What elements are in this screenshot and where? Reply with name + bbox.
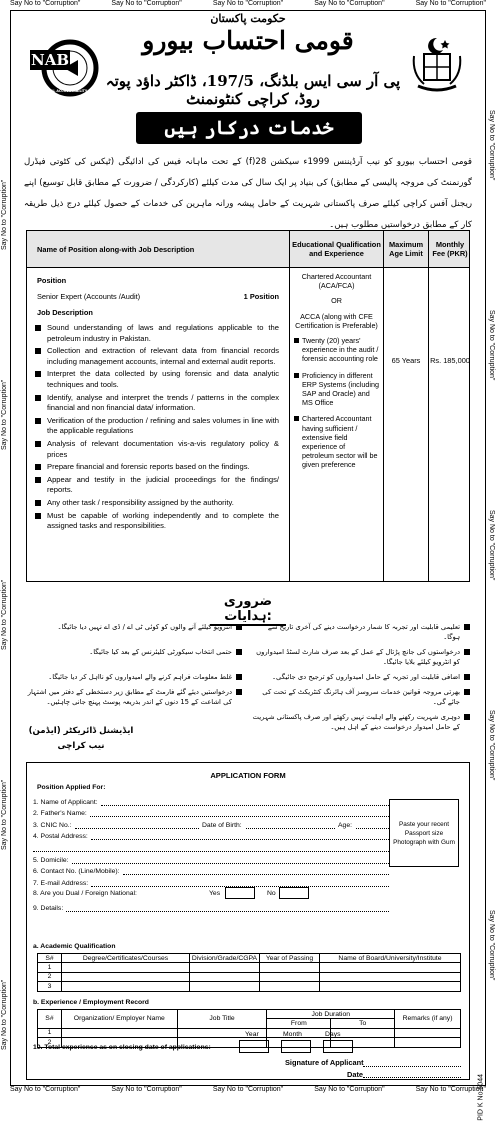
qualification-item: Proficiency in different ERP Systems (including SAP and Oracle) and MS Office: [294, 371, 379, 408]
table-cell[interactable]: [320, 982, 461, 991]
field-row: [33, 864, 389, 876]
field-label: 1. Name of Applicant:: [33, 798, 98, 806]
field-row: [33, 875, 389, 887]
bureau-title: قومی احتساب بیورو: [142, 26, 354, 55]
field-label: 4. Postal Address:: [33, 833, 88, 841]
table-row: [38, 972, 461, 981]
duty-item: Appear and testify in the judicial proceedings for the findings/ reports.: [35, 475, 279, 496]
duty-item: Identify, analyse and interpret the trends / patterns in the complex financial and non financial data/ information.: [35, 393, 279, 414]
table-body: [27, 268, 469, 581]
qualification-text: ACCA (along with CFE Certification is Preferable): [295, 311, 378, 330]
field-label: 2. Father's Name:: [33, 810, 87, 818]
border-right-slogans: [486, 10, 496, 1086]
father-name-field[interactable]: [90, 809, 389, 817]
slogan-text: Say No to "Corruption": [415, 0, 486, 7]
column-header: Division/Grade/CGPA: [190, 954, 260, 963]
duty-item: Analysis of relevant documentation vis-a-vis regulatory policy & prices: [35, 439, 279, 460]
no-label: No: [267, 889, 276, 897]
duty-item: Verification of the production / refining and sales volumes in line with the applicable regulations: [35, 416, 279, 437]
table-cell[interactable]: [62, 982, 190, 991]
month-input[interactable]: [281, 1040, 311, 1053]
age-label: Age:: [335, 822, 355, 829]
field-row: [33, 817, 389, 829]
border-top-slogans: [10, 0, 486, 10]
photo-box[interactable]: Paste your recent Passport size Photograph with Gum: [389, 799, 459, 867]
postal-address-field-continued[interactable]: [33, 844, 389, 852]
column-header: Job Duration: [267, 1010, 395, 1019]
qualification-cell: [294, 272, 379, 477]
slogan-text: Say No to "Corruption": [488, 110, 495, 181]
slogan-text: Say No to "Corruption": [415, 1086, 486, 1093]
slogan-text: Say No to "Corruption": [1, 979, 8, 1050]
slogan-text: Say No to "Corruption": [488, 310, 495, 381]
slogan-text: Say No to "Corruption": [10, 1086, 81, 1093]
instruction-item: تعلیمی قابلیت اور تجربہ کا شمار درخواست دینے کی آخری تاریخ سے ہوگا۔: [252, 622, 470, 642]
column-header: Degree/Certificates/Courses: [62, 954, 190, 963]
days-input[interactable]: [323, 1040, 353, 1053]
field-label: 7. E-mail Address:: [33, 879, 89, 887]
job-table: [26, 230, 470, 582]
instruction-item: بھرتی مروجہ قوانین خدمات سروسز آف ہائرنگ کنٹریکٹ کے تحت کی جائے گی۔: [252, 687, 470, 707]
table-cell[interactable]: [190, 963, 260, 972]
slogan-text: Say No to "Corruption": [314, 0, 385, 7]
table-cell[interactable]: [260, 972, 320, 981]
table-row: [38, 1010, 461, 1019]
qualification-item: Twenty (20) years' experience in the audit / forensic accounting role: [294, 336, 379, 364]
date-field[interactable]: [363, 1077, 461, 1078]
table-cell[interactable]: [190, 982, 260, 991]
table-row: [38, 954, 461, 963]
slogan-text: Say No to "Corruption": [314, 1086, 385, 1093]
table-row: [38, 963, 461, 972]
slogan-text: Say No to "Corruption": [10, 0, 81, 7]
application-form: [26, 762, 470, 1080]
academic-table: [37, 953, 461, 992]
slogan-text: Say No to "Corruption": [488, 910, 495, 981]
row-number: 2: [38, 972, 62, 981]
nationality-row: [33, 887, 389, 901]
table-cell[interactable]: [320, 963, 461, 972]
pid-number: PID K No.5044: [478, 1074, 485, 1121]
nab-logo-ring-text: NATIONAL ACCOUNTABILITY BUREAU: [37, 89, 103, 93]
header-age: Maximum Age Limit: [388, 240, 424, 258]
signatory-office: نیب کراچی: [57, 741, 105, 751]
slogan-text: Say No to "Corruption": [1, 179, 8, 250]
field-label: 6. Contact No. (Line/Mobile):: [33, 868, 120, 876]
slogan-text: Say No to "Corruption": [111, 0, 182, 7]
column-header: Year of Passing: [260, 954, 320, 963]
services-required-banner: خدمات درکار ہیں: [136, 112, 362, 144]
experience-title: b. Experience / Employment Record: [33, 999, 149, 1006]
row-number: 1: [38, 963, 62, 972]
table-cell[interactable]: [395, 1038, 461, 1047]
year-input[interactable]: [239, 1040, 269, 1053]
slogan-text: Say No to "Corruption": [1, 579, 8, 650]
field-row: [33, 829, 389, 841]
header-fee: Monthly Fee (PKR): [432, 240, 468, 258]
personal-fields: [33, 794, 389, 912]
date-label: Date: [347, 1070, 364, 1079]
instruction-item: اضافی قابلیت اور تجربہ کے حامل امیدواروں کو ترجیح دی جائیگی۔: [252, 672, 470, 682]
instruction-item: دوہری شہریت رکھنے والے اہلیت نہیں رکھتے اور صرف پاکستانی شہریت کے حامل امیدوار درخواست دینے کے اہل ہیں۔: [252, 712, 470, 732]
days-label: Days: [325, 1031, 341, 1038]
duty-item: Collection and extraction of relevant data from financial records including management accounts, internal and external audit reports.: [35, 346, 279, 367]
header-qualification: Educational Qualification and Experience: [292, 240, 381, 258]
no-checkbox[interactable]: [279, 887, 309, 899]
column-header: Job Title: [177, 1010, 267, 1029]
field-row: [33, 806, 389, 818]
qualification-text: OR: [331, 296, 342, 306]
field-row: [33, 852, 389, 864]
border-bottom-slogans: [10, 1086, 486, 1096]
postal-address-field[interactable]: [91, 832, 389, 840]
qualification-item: Chartered Accountant having sufficient / extensive field experience of petroleum sector will be given preference: [294, 414, 379, 469]
slogan-text: Say No to "Corruption": [212, 1086, 284, 1093]
column-subheader: From: [267, 1019, 331, 1028]
instruction-item: غلط معلومات فراہم کرنے والے امیدواروں کو نااہل کر دیا جائیگا۔: [24, 672, 242, 682]
slogan-text: Say No to "Corruption": [111, 1086, 182, 1093]
slogan-text: Say No to "Corruption": [488, 510, 495, 581]
duty-item: Must be capable of working independently and to complete the assigned tasks and responsibilities.: [35, 511, 279, 532]
academic-title: a. Academic Qualification: [33, 943, 116, 950]
column-header: Remarks (if any): [395, 1010, 461, 1029]
table-cell[interactable]: [190, 972, 260, 981]
year-label: Year: [245, 1031, 259, 1038]
instruction-item: انٹرویو کیلئے آنے والوں کو کوئی ٹی اے / ڈی اے نہیں دیا جائیگا۔: [24, 622, 242, 642]
slogan-text: Say No to "Corruption": [1, 779, 8, 850]
table-cell[interactable]: [61, 1028, 177, 1037]
month-label: Month: [283, 1031, 302, 1038]
column-header: Organization/ Employer Name: [61, 1010, 177, 1029]
column-subheader: To: [331, 1019, 395, 1028]
header-position: Name of Position along-with Job Description: [37, 244, 195, 254]
table-header: [27, 231, 469, 268]
table-cell[interactable]: [62, 963, 190, 972]
field-label: 9. Details:: [33, 905, 64, 913]
name-field[interactable]: [101, 798, 389, 806]
form-title: APPLICATION FORM: [210, 771, 286, 780]
job-description-label: Job Description: [37, 308, 93, 317]
nab-logo-text: NAB: [30, 51, 70, 69]
table-cell[interactable]: [395, 1028, 461, 1037]
age-limit: 65 Years: [391, 356, 421, 365]
slogan-text: Say No to "Corruption": [212, 0, 284, 7]
instruction-item: درخواستوں کی جانچ پڑتال کے عمل کے بعد صرف شارٹ لسٹڈ امیدواروں کو انٹرویو کیلئے بلایا جائیگا۔: [252, 647, 470, 667]
table-cell[interactable]: [320, 972, 461, 981]
column-header: S#: [38, 954, 62, 963]
monthly-fee: Rs. 185,000: [430, 356, 470, 365]
position-applied-for-label: Position Applied For:: [37, 784, 106, 791]
domicile-field[interactable]: [72, 856, 389, 864]
header: [14, 12, 482, 122]
slogan-text: Say No to "Corruption": [488, 710, 495, 781]
row-number: 1: [38, 1028, 62, 1037]
field-label: 3. CNIC No.:: [33, 821, 72, 829]
position-title: Senior Expert (Accounts /Audit): [37, 292, 141, 301]
contact-field[interactable]: [123, 867, 389, 875]
intro-paragraph: قومی احتساب بیورو کو نیب آرڈیننس 1999ء سیکشن 28(f) کے تحت ماہانہ فیس کی ادائیگی (ٹیکس کی کٹوتی فیڈرل گورنمنٹ کی مروجہ پالیسی کے مطابق) کی بنیاد پر ایک سال کی مدت کیلئے (کارکردگی / ضرورت کے مطابق قابل توسیع) اپنے ریجنل آفس کراچی کیلئے صرف پاکستانی شہریت کے حامل پیشہ ورانہ ماہرین کی خدمات کے حصول کیلئے درج ذیل طریقہ کار کے مطابق درخواستیں مطلوب ہیں۔: [24, 157, 472, 230]
total-experience-label: 10. Total experience as on closing date of applications:: [33, 1044, 211, 1051]
instruction-item: درخواستیں دیئے گئے فارمٹ کے مطابق زیر دستخطی کے دفتر میں اشتہار کی اشاعت کے 15 دنوں کے اندر بذریعہ پوسٹ پہنچ جانی چاہئیں۔: [24, 687, 242, 707]
duties-list: [35, 323, 279, 534]
dob-label: Date of Birth:: [199, 822, 245, 829]
border-left-slogans: [0, 10, 10, 1086]
qualification-text: Chartered Accountant (ACA/FCA): [301, 272, 372, 291]
details-field[interactable]: [66, 904, 389, 912]
yes-checkbox[interactable]: [225, 887, 255, 899]
field-row: [33, 794, 389, 806]
signature-field[interactable]: [363, 1066, 461, 1067]
slogan-text: Say No to "Corruption": [1, 379, 8, 450]
field-row: [33, 901, 389, 913]
signatory-title: ایڈیشنل ڈائریکٹر (ایڈمن): [28, 726, 134, 736]
field-label: 5. Domicile:: [33, 856, 69, 864]
column-header: S#: [38, 1010, 62, 1029]
government-line: حکومت پاکستان: [210, 12, 286, 25]
position-count: 1 Position: [243, 292, 279, 301]
duty-item: Sound understanding of laws and regulations applicable to the petroleum industry in Pakistan.: [35, 323, 279, 344]
email-field[interactable]: [91, 879, 389, 887]
signature-label: Signature of Applicant: [285, 1058, 364, 1067]
instruction-item: حتمی انتخاب سیکورٹی کلیئرنس کے بعد کیا جائیگا۔: [24, 647, 242, 667]
table-row: [38, 982, 461, 991]
nab-logo: [28, 40, 104, 96]
row-number: 2: [38, 1038, 62, 1047]
duty-item: Interpret the data collected by using forensic and data analytic techniques and tools.: [35, 369, 279, 390]
table-cell[interactable]: [260, 963, 320, 972]
address-line: پی آر سی ایس بلڈنگ، 197/5، ڈاکٹر داؤد پوتہ روڈ، کراچی کنٹونمنٹ: [105, 72, 401, 108]
yes-label: Yes: [209, 889, 221, 897]
field-row: [33, 840, 389, 852]
row-number: 3: [38, 982, 62, 991]
duty-item: Any other task / responsibility assigned by the authority.: [35, 498, 279, 509]
column-header: Name of Board/University/Institute: [320, 954, 461, 963]
pakistan-emblem-icon: [410, 34, 464, 96]
nationality-question: 8. Are you Dual / Foreign National:: [33, 889, 137, 897]
duty-item: Prepare financial and forensic reports based on the findings.: [35, 462, 279, 473]
signatory-block: [26, 724, 136, 754]
position-label: Position: [37, 276, 67, 285]
table-cell[interactable]: [260, 982, 320, 991]
table-cell[interactable]: [62, 972, 190, 981]
instructions-title: ضروری ہدایات:: [210, 594, 286, 626]
